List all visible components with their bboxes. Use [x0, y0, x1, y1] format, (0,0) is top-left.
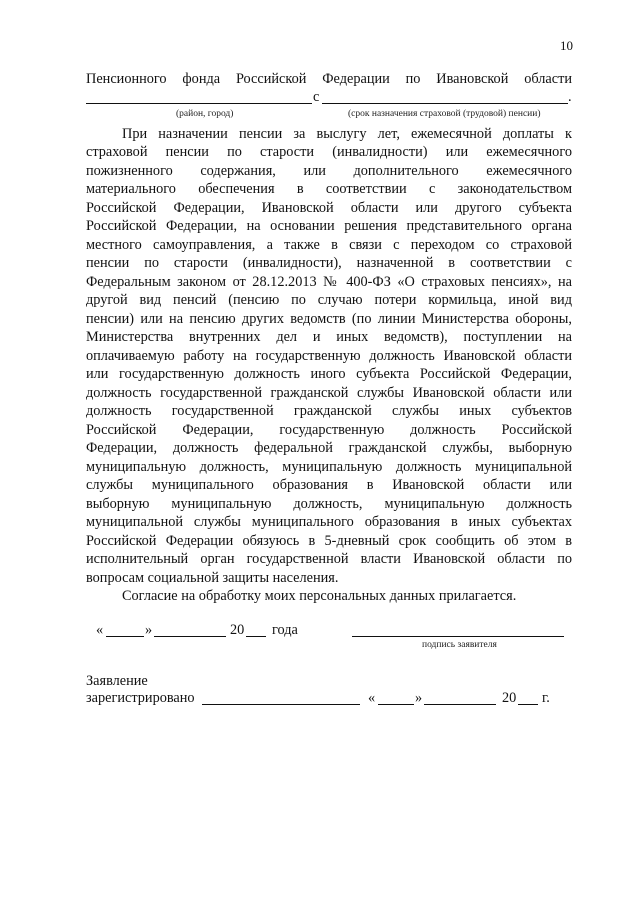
registration-label-line-1: Заявление [86, 672, 148, 689]
registration-quote-open: « [368, 690, 376, 706]
body-line: исполнительный орган государственной власти Ивановской области по [86, 551, 572, 567]
page-number: 10 [560, 38, 573, 53]
district-caption: (район, город) [176, 108, 234, 119]
day-blank[interactable] [106, 622, 144, 637]
signature-caption: подпись заявителя [422, 639, 497, 650]
body-line: должность государственной гражданской службы Ивановской области или [86, 384, 572, 401]
registration-row [86, 690, 572, 708]
body-line: Российской Федерации, на основании решения представительного органа [86, 218, 572, 234]
signature-block [86, 622, 572, 672]
body-line: оплачиваемую работу на государственную должность Ивановской области [86, 347, 572, 364]
registration-month-blank[interactable] [424, 690, 496, 705]
body-line-last: вопросам социальной защиты населения. [86, 569, 339, 586]
document-body [86, 70, 572, 708]
registration-year-blank[interactable] [518, 690, 538, 705]
body-line: Федеральным законом от 28.12.2013 № 400-ФЗ «О страховых пенсиях», на [86, 273, 572, 290]
consent-line: Согласие на обработку моих персональных данных прилагается. [122, 588, 517, 604]
year-prefix: 20 [230, 621, 245, 638]
registration-label-line-2: зарегистрировано [86, 690, 195, 706]
body-line: пенсии) или на пенсию других ведомств (по линии Министерства обороны, [86, 310, 572, 327]
month-blank[interactable] [154, 622, 226, 637]
body-line: страховой пенсии по старости (инвалидности) или ежемесячного [86, 144, 572, 160]
body-line: Российской Федерации, Ивановской области или другого субъекта [86, 199, 572, 216]
body-line: Федерации, должность федеральной гражданской службы, выборную [86, 440, 572, 456]
body-line: муниципальной службы муниципального образования в иных субъектах [86, 514, 572, 530]
header-line-1: Пенсионного фонда Российской Федерации по Ивановской области [86, 71, 572, 87]
signature-blank[interactable] [352, 622, 564, 637]
year-blank[interactable] [246, 622, 266, 637]
body-line: пенсии по старости (инвалидности), назначенной в соответствии с [86, 255, 572, 271]
body-line: выборную муниципальную должность, муниципальную должность [86, 495, 572, 512]
registrar-blank[interactable] [202, 690, 360, 705]
pension-term-caption: (срок назначения страховой (трудовой) пенсии) [348, 108, 541, 119]
registration-year-suffix: г. [542, 690, 550, 706]
body-line: другой вид пенсий (пенсию по случаю потери кормильца, иной вид [86, 292, 572, 308]
date-quote-open: « [96, 621, 104, 638]
body-line: местного самоуправления, а также в связи с переходом со страховой [86, 236, 572, 253]
body-line: При назначении пенсии за выслугу лет, ежемесячной доплаты к [122, 125, 572, 142]
year-word: года [272, 621, 298, 638]
body-line: службы муниципального образования в Ивановской области или [86, 477, 572, 493]
registration-quote-close: » [415, 690, 423, 706]
header-connector: с [313, 88, 320, 105]
body-line: пожизненного содержания, или дополнительного ежемесячного [86, 162, 572, 179]
body-line: или государственную должность иного субъекта Российской Федерации, [86, 366, 572, 382]
registration-day-blank[interactable] [378, 690, 414, 705]
body-line: Российской Федерации обязуюсь в 5-дневный срок сообщить об этом в [86, 532, 572, 549]
pension-term-blank[interactable] [322, 89, 568, 104]
header-fill-row [86, 89, 572, 107]
body-line: Российской Федерации, государственную должность Российской [86, 421, 572, 438]
body-line: муниципальную должность, муниципальную должность муниципальной [86, 458, 572, 475]
registration-year-prefix: 20 [502, 690, 517, 706]
body-line: должность государственной гражданской службы иных субъектов [86, 403, 572, 419]
district-city-blank[interactable] [86, 89, 312, 104]
header-end-mark: . [568, 88, 572, 105]
body-line: Министерства внутренних дел и иных ведомств), поступлении на [86, 329, 572, 345]
header-captions [86, 107, 572, 125]
body-line: материального обеспечения в соответствии с законодательством [86, 181, 572, 197]
date-quote-close: » [145, 621, 153, 638]
